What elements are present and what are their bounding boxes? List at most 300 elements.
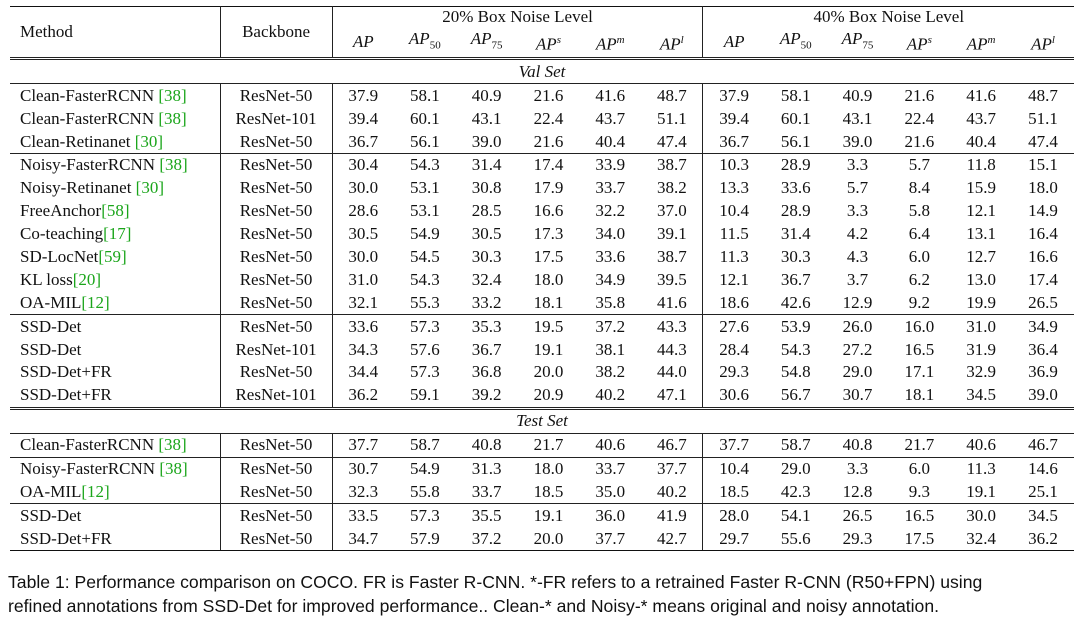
- table-row: [10, 361, 1074, 384]
- method-name: SSD-Det+FR: [20, 385, 112, 405]
- table-row: [10, 338, 1074, 361]
- citation-link[interactable]: [59]: [98, 246, 127, 266]
- metric-sub: 75: [862, 39, 874, 52]
- metric-value: 29.0: [765, 457, 827, 480]
- metric-value: 58.1: [765, 84, 827, 107]
- table-row: [10, 200, 1074, 223]
- metric-base: AP: [535, 34, 557, 54]
- metric-value: 13.1: [966, 224, 997, 244]
- metric-value: 54.3: [394, 153, 456, 176]
- metric-value: 16.4: [1028, 224, 1058, 244]
- citation-link[interactable]: [38]: [159, 458, 188, 478]
- header-group-20: 20% Box Noise Level: [332, 7, 703, 28]
- header-metric: [456, 27, 518, 59]
- metric-value: 57.3: [394, 504, 456, 527]
- metric-value: 37.7: [579, 527, 641, 550]
- citation-link[interactable]: [30]: [134, 131, 164, 151]
- metric-value: 42.3: [780, 481, 811, 501]
- metric-value: 5.7: [888, 153, 950, 176]
- metric-value: 38.2: [595, 362, 626, 382]
- method-cell: [10, 433, 220, 457]
- method-cell: [10, 200, 220, 223]
- metric-value: 40.6: [579, 433, 641, 457]
- method-cell: [10, 361, 220, 384]
- section-title: Val Set: [10, 59, 1074, 84]
- backbone-cell: ResNet-50: [220, 130, 332, 153]
- metric-value: 22.4: [533, 108, 564, 128]
- section-header-row: [10, 59, 1074, 84]
- metric-sup: l: [1051, 33, 1055, 46]
- metric-value: 60.1: [409, 108, 440, 128]
- metric-value: 18.0: [518, 457, 580, 480]
- method-name: Noisy-FasterRCNN: [20, 155, 160, 175]
- metric-value: 3.7: [846, 269, 869, 289]
- metric-value: 30.7: [842, 385, 873, 405]
- metric-value: 40.4: [966, 131, 997, 151]
- table-row: [10, 268, 1074, 291]
- citation-link[interactable]: [38]: [159, 155, 188, 175]
- metric-value: 10.4: [719, 201, 750, 221]
- backbone-cell: ResNet-50: [220, 361, 332, 384]
- metric-value: 18.5: [719, 481, 750, 501]
- backbone-cell: ResNet-50: [220, 504, 332, 527]
- metric-value: 54.3: [780, 339, 811, 359]
- metric-value: 20.0: [533, 362, 564, 382]
- metric-value: 33.7: [471, 481, 502, 501]
- metric-value: 54.8: [780, 362, 811, 382]
- method-cell: [10, 315, 220, 338]
- metric-value: 30.5: [348, 224, 379, 244]
- header-metric: [579, 27, 641, 59]
- results-table: [10, 6, 1074, 551]
- metric-value: 4.3: [846, 246, 869, 266]
- citation-link[interactable]: [12]: [81, 481, 110, 501]
- metric-value: 5.8: [908, 201, 930, 221]
- metric-value: 30.3: [780, 246, 811, 266]
- metric-value: 13.0: [966, 269, 997, 289]
- metric-value: 12.1: [719, 269, 750, 289]
- method-cell: [10, 527, 220, 550]
- method-name: SD-LocNet: [20, 246, 99, 266]
- table-row: [10, 130, 1074, 153]
- metric-value: 40.6: [950, 433, 1012, 457]
- metric-value: 15.1: [1012, 153, 1074, 176]
- metric-value: 33.2: [471, 292, 502, 312]
- metric-value: 34.9: [1012, 315, 1074, 338]
- metric-value: 30.7: [332, 457, 394, 480]
- metric-sub: 75: [491, 39, 503, 52]
- header-group-40: 40% Box Noise Level: [703, 7, 1074, 28]
- metric-value: 21.6: [904, 131, 935, 151]
- metric-value: 20.9: [533, 385, 564, 405]
- method-cell: [10, 84, 220, 107]
- metric-value: 19.9: [966, 292, 997, 312]
- method-name: Clean-FasterRCNN: [20, 435, 159, 455]
- metric-value: 28.4: [719, 339, 750, 359]
- metric-value: 38.1: [595, 339, 626, 359]
- table-row: [10, 84, 1074, 107]
- metric-value: 35.0: [595, 481, 626, 501]
- metric-value: 30.6: [719, 385, 750, 405]
- metric-value: 10.3: [703, 153, 765, 176]
- method-cell: [10, 504, 220, 527]
- citation-link[interactable]: [38]: [158, 108, 187, 128]
- citation-link[interactable]: [20]: [72, 269, 102, 289]
- metric-value: 43.7: [595, 108, 626, 128]
- metric-value: 51.1: [1028, 108, 1058, 128]
- metric-value: 37.2: [579, 315, 641, 338]
- metric-value: 43.1: [842, 108, 873, 128]
- table-header: [10, 7, 1074, 59]
- metric-value: 17.5: [533, 246, 564, 266]
- table-row: [10, 527, 1074, 550]
- metric-value: 21.7: [518, 433, 580, 457]
- metric-value: 54.5: [409, 246, 440, 266]
- metric-value: 28.5: [471, 201, 502, 221]
- metric-value: 19.5: [518, 315, 580, 338]
- metric-value: 31.4: [780, 224, 811, 244]
- metric-value: 30.0: [348, 178, 379, 198]
- citation-link[interactable]: [30]: [135, 178, 164, 198]
- metric-value: 5.7: [846, 178, 869, 198]
- metric-base: AP: [723, 32, 745, 52]
- metric-value: 12.1: [966, 201, 997, 221]
- metric-value: 40.8: [456, 433, 518, 457]
- citation-link[interactable]: [12]: [81, 292, 110, 312]
- metric-value: 37.2: [456, 527, 518, 550]
- table-row: [10, 315, 1074, 338]
- backbone-cell: ResNet-50: [220, 268, 332, 291]
- metric-value: 36.8: [471, 362, 502, 382]
- metric-value: 32.4: [950, 527, 1012, 550]
- metric-value: 30.0: [950, 504, 1012, 527]
- metric-base: AP: [841, 29, 863, 48]
- metric-value: 39.0: [1028, 385, 1058, 405]
- metric-value: 32.9: [966, 362, 997, 382]
- metric-value: 32.1: [348, 292, 379, 312]
- metric-value: 36.7: [780, 269, 811, 289]
- section-title: Test Set: [10, 408, 1074, 433]
- metric-value: 54.9: [394, 457, 456, 480]
- metric-value: 48.7: [1012, 84, 1074, 107]
- method-cell: [10, 130, 220, 153]
- metric-value: 57.9: [394, 527, 456, 550]
- metric-value: 37.7: [332, 433, 394, 457]
- metric-value: 18.0: [533, 269, 564, 289]
- header-metric: [950, 27, 1012, 59]
- metric-base: AP: [595, 34, 617, 54]
- header-method: Method: [10, 7, 220, 59]
- metric-value: 37.9: [703, 84, 765, 107]
- metric-value: 56.7: [780, 385, 811, 405]
- metric-value: 31.4: [456, 153, 518, 176]
- backbone-cell: ResNet-101: [220, 384, 332, 408]
- metric-value: 27.2: [842, 339, 873, 359]
- caption-line-1: Table 1: Performance comparison on COCO. FR is Faster R-CNN. *-FR refers to a retrained Faster R-CNN (R50+FPN) using: [8, 572, 983, 592]
- metric-value: 54.9: [409, 224, 440, 244]
- metric-value: 19.1: [966, 481, 997, 501]
- metric-value: 34.3: [348, 339, 379, 359]
- metric-value: 13.3: [719, 178, 750, 198]
- header-metric: [1012, 27, 1074, 59]
- metric-value: 33.7: [595, 178, 626, 198]
- table-row: [10, 177, 1074, 200]
- metric-value: 32.4: [471, 269, 502, 289]
- metric-value: 57.3: [409, 362, 440, 382]
- metric-value: 40.2: [641, 480, 703, 503]
- metric-value: 25.1: [1028, 481, 1058, 501]
- metric-value: 33.6: [595, 246, 626, 266]
- backbone-cell: ResNet-50: [220, 480, 332, 503]
- metric-value: 26.5: [1028, 292, 1058, 312]
- metric-value: 33.9: [579, 153, 641, 176]
- metric-base: AP: [906, 34, 928, 54]
- metric-value: 43.7: [966, 108, 997, 128]
- backbone-cell: ResNet-50: [220, 433, 332, 457]
- metric-value: 36.4: [1028, 339, 1058, 359]
- metric-value: 38.7: [641, 246, 703, 269]
- metric-value: 36.7: [471, 339, 502, 359]
- metric-sub: 50: [429, 39, 441, 52]
- metric-value: 41.6: [579, 84, 641, 107]
- table-row: [10, 107, 1074, 130]
- metric-value: 33.6: [332, 315, 394, 338]
- metric-value: 16.6: [533, 201, 564, 221]
- metric-value: 44.0: [641, 361, 703, 384]
- table-row: [10, 223, 1074, 246]
- metric-value: 40.8: [827, 433, 889, 457]
- method-name: SSD-Det: [20, 316, 82, 336]
- metric-value: 18.1: [533, 292, 564, 312]
- metric-value: 36.9: [1028, 362, 1058, 382]
- method-name: FreeAnchor: [20, 201, 102, 221]
- metric-value: 54.1: [765, 504, 827, 527]
- metric-value: 6.0: [908, 246, 930, 266]
- metric-value: 11.3: [719, 246, 749, 266]
- table-row: [10, 433, 1074, 457]
- metric-value: 35.3: [456, 315, 518, 338]
- metric-value: 40.9: [456, 84, 518, 107]
- method-name: Clean-Retinanet: [20, 131, 135, 151]
- metric-base: AP: [779, 29, 801, 48]
- metric-value: 43.3: [641, 315, 703, 338]
- metric-value: 34.7: [332, 527, 394, 550]
- table-row: [10, 480, 1074, 503]
- header-metric: [332, 27, 394, 59]
- citation-link[interactable]: [17]: [103, 224, 132, 244]
- metric-value: 32.2: [595, 201, 626, 221]
- metric-value: 31.0: [348, 269, 379, 289]
- method-name: Clean-FasterRCNN: [20, 85, 159, 105]
- metric-value: 60.1: [780, 108, 811, 128]
- metric-value: 17.1: [904, 362, 935, 382]
- citation-link[interactable]: [38]: [158, 435, 187, 455]
- metric-sup: m: [987, 33, 996, 46]
- metric-value: 11.5: [719, 224, 749, 244]
- metric-value: 6.4: [908, 224, 930, 244]
- metric-value: 17.4: [1028, 269, 1058, 289]
- metric-value: 41.6: [950, 84, 1012, 107]
- method-name: OA-MIL: [20, 481, 82, 501]
- metric-value: 3.3: [827, 153, 889, 176]
- metric-value: 28.6: [348, 201, 379, 221]
- table-caption: [8, 570, 1076, 618]
- metric-value: 47.4: [641, 130, 703, 153]
- metric-value: 57.6: [409, 339, 440, 359]
- metric-value: 9.3: [908, 481, 930, 501]
- metric-value: 6.2: [908, 269, 930, 289]
- metric-value: 55.8: [409, 481, 440, 501]
- metric-value: 16.5: [904, 339, 935, 359]
- metric-value: 18.1: [904, 385, 935, 405]
- method-name: Clean-FasterRCNN: [20, 108, 159, 128]
- metric-value: 39.0: [842, 131, 873, 151]
- metric-value: 16.6: [1028, 246, 1058, 266]
- metric-value: 22.4: [904, 108, 935, 128]
- metric-value: 21.7: [888, 433, 950, 457]
- method-cell: [10, 480, 220, 503]
- metric-value: 17.5: [888, 527, 950, 550]
- metric-value: 37.9: [332, 84, 394, 107]
- metric-value: 28.9: [780, 201, 811, 221]
- header-metric: [394, 27, 456, 59]
- metric-value: 33.6: [780, 178, 811, 198]
- metric-value: 36.7: [348, 131, 379, 151]
- metric-value: 36.2: [348, 385, 379, 405]
- header-metric: [703, 27, 765, 59]
- method-name: Noisy-FasterRCNN: [20, 458, 160, 478]
- backbone-cell: ResNet-50: [220, 527, 332, 550]
- metric-value: 8.4: [908, 178, 930, 198]
- method-cell: [10, 246, 220, 269]
- metric-value: 31.0: [950, 315, 1012, 338]
- metric-value: 10.4: [703, 457, 765, 480]
- metric-base: AP: [352, 32, 374, 52]
- metric-value: 32.3: [348, 481, 379, 501]
- metric-value: 12.8: [842, 481, 873, 501]
- metric-value: 53.1: [409, 178, 440, 198]
- metric-value: 28.0: [703, 504, 765, 527]
- metric-value: 35.8: [595, 292, 626, 312]
- metric-value: 28.9: [765, 153, 827, 176]
- metric-value: 12.9: [842, 292, 873, 312]
- metric-value: 31.3: [456, 457, 518, 480]
- metric-value: 6.0: [888, 457, 950, 480]
- metric-value: 18.6: [719, 292, 750, 312]
- metric-value: 29.3: [719, 362, 750, 382]
- method-cell: [10, 107, 220, 130]
- metric-value: 11.8: [950, 153, 1012, 176]
- backbone-cell: ResNet-101: [220, 107, 332, 130]
- metric-value: 21.6: [518, 84, 580, 107]
- metric-value: 33.5: [332, 504, 394, 527]
- method-cell: [10, 268, 220, 291]
- metric-value: 53.1: [409, 201, 440, 221]
- metric-value: 37.7: [703, 433, 765, 457]
- method-name: KL loss: [20, 269, 73, 289]
- metric-value: 42.7: [641, 527, 703, 550]
- caption-line-2: refined annotations from SSD-Det for improved performance.. Clean-* and Noisy-* means original and noisy annotation.: [8, 596, 939, 616]
- metric-value: 17.9: [533, 178, 564, 198]
- results-table-container: [10, 6, 1074, 551]
- header-metric: [765, 27, 827, 59]
- metric-value: 38.2: [641, 177, 703, 200]
- header-metric: [827, 27, 889, 59]
- metric-value: 39.2: [471, 385, 502, 405]
- metric-value: 30.3: [471, 246, 502, 266]
- metric-value: 9.2: [908, 292, 930, 312]
- backbone-cell: ResNet-50: [220, 291, 332, 314]
- method-name: OA-MIL: [20, 292, 82, 312]
- metric-value: 26.5: [827, 504, 889, 527]
- metric-value: 37.0: [641, 200, 703, 223]
- metric-value: 39.5: [641, 268, 703, 291]
- method-cell: [10, 457, 220, 480]
- method-cell: [10, 153, 220, 176]
- table-row: [10, 246, 1074, 269]
- backbone-cell: ResNet-50: [220, 200, 332, 223]
- metric-sup: l: [680, 33, 684, 46]
- metric-value: 19.1: [533, 339, 564, 359]
- method-name: SSD-Det+FR: [20, 362, 112, 382]
- metric-value: 51.1: [641, 107, 703, 130]
- method-cell: [10, 177, 220, 200]
- metric-value: 16.5: [888, 504, 950, 527]
- method-name: SSD-Det: [20, 339, 82, 359]
- metric-value: 58.7: [394, 433, 456, 457]
- metric-sup: s: [556, 33, 561, 46]
- metric-sup: s: [927, 33, 932, 46]
- metric-value: 46.7: [641, 433, 703, 457]
- table-row: [10, 384, 1074, 408]
- method-name: SSD-Det: [20, 505, 82, 525]
- metric-value: 17.3: [533, 224, 564, 244]
- metric-value: 48.7: [641, 84, 703, 107]
- backbone-cell: ResNet-101: [220, 338, 332, 361]
- metric-value: 36.2: [1012, 527, 1074, 550]
- metric-value: 57.3: [394, 315, 456, 338]
- metric-value: 38.7: [641, 153, 703, 176]
- metric-value: 39.1: [641, 223, 703, 246]
- metric-base: AP: [659, 34, 681, 54]
- header-backbone: Backbone: [220, 7, 332, 59]
- metric-value: 12.7: [966, 246, 997, 266]
- method-cell: [10, 338, 220, 361]
- metric-value: 29.3: [827, 527, 889, 550]
- metric-value: 59.1: [409, 385, 440, 405]
- method-name: SSD-Det+FR: [20, 528, 112, 548]
- method-cell: [10, 223, 220, 246]
- citation-link[interactable]: [58]: [101, 201, 130, 221]
- metric-value: 41.6: [641, 291, 703, 314]
- citation-link[interactable]: [38]: [158, 85, 187, 105]
- metric-value: 15.9: [966, 178, 997, 198]
- backbone-cell: ResNet-50: [220, 223, 332, 246]
- metric-value: 37.7: [641, 457, 703, 480]
- metric-base: AP: [966, 34, 988, 54]
- backbone-cell: ResNet-50: [220, 315, 332, 338]
- metric-sup: m: [616, 33, 625, 46]
- metric-value: 58.1: [394, 84, 456, 107]
- metric-value: 14.9: [1028, 201, 1058, 221]
- method-cell: [10, 384, 220, 408]
- metric-value: 30.5: [471, 224, 502, 244]
- metric-value: 47.4: [1028, 131, 1058, 151]
- metric-value: 55.6: [765, 527, 827, 550]
- metric-value: 35.5: [456, 504, 518, 527]
- metric-value: 18.5: [533, 481, 564, 501]
- metric-value: 26.0: [827, 315, 889, 338]
